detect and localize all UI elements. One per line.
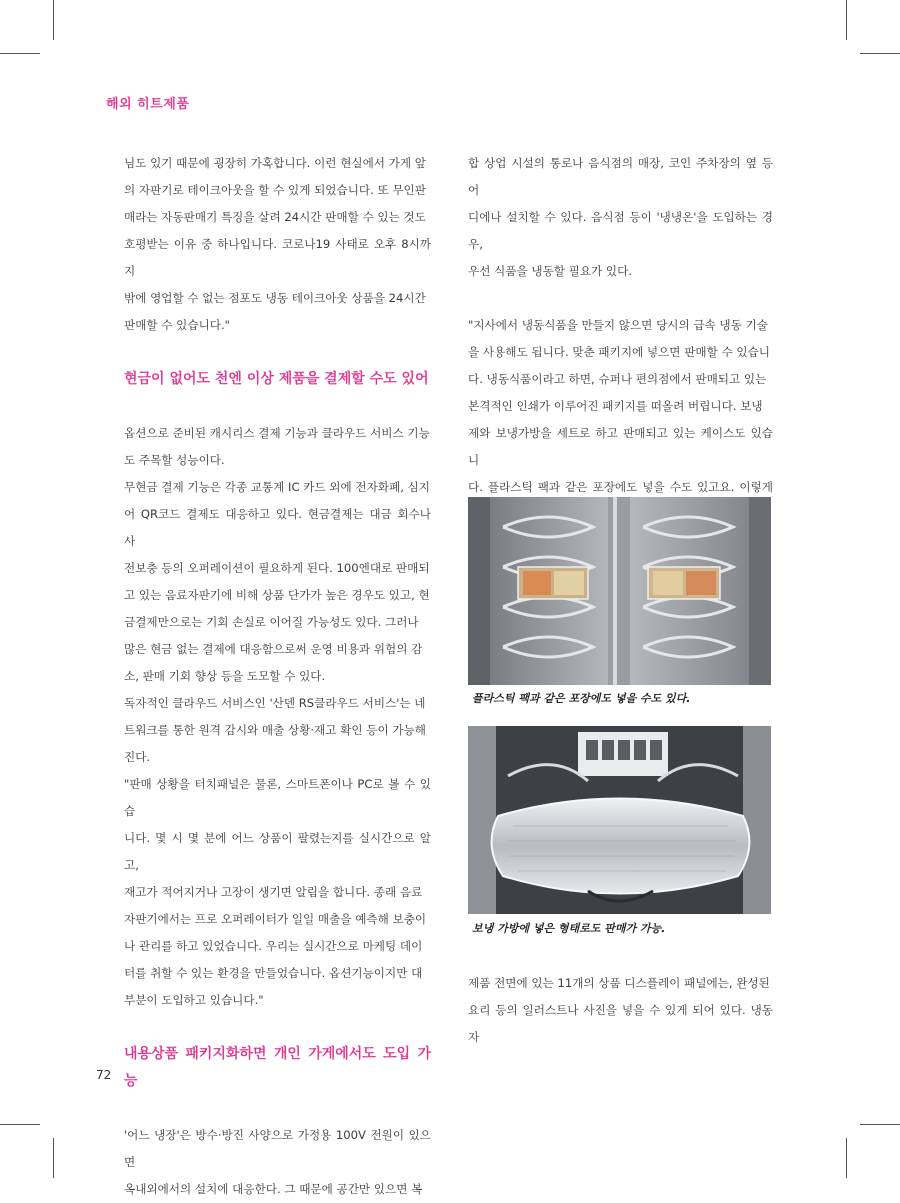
body-line: '어느 냉장'은 방수·방진 사양으로 가정용 100V 전원이 있으면: [124, 1128, 431, 1169]
crop-mark: [53, 0, 54, 40]
section-label: 해외 히트제품: [106, 97, 190, 112]
crop-mark: [846, 0, 847, 40]
body-line: 자판기에서는 프로 오퍼레이터가 일일 매출을 예측해 보충이: [124, 912, 427, 926]
body-line: "판매 상황을 터치패널은 물론, 스마트폰이나 PC로 볼 수 있습: [124, 777, 431, 818]
section-heading: 현금이 없어도 천엔 이상 제품을 결제할 수도 있어: [124, 371, 429, 387]
body-line: "지사에서 냉동식품을 만들지 않으면 당시의 급속 냉동 기술: [468, 318, 768, 332]
body-line: 요리 등의 일러스트나 사진을 넣을 수 있게 되어 있다. 냉동자: [468, 1003, 773, 1044]
body-line: 니다. 몇 시 몇 분에 어느 상품이 팔렸는지를 실시간으로 알고,: [124, 831, 431, 872]
body-line: 고 있는 음료자판기에 비해 상품 단가가 높은 경우도 있고, 현: [124, 588, 430, 602]
body-line: 도 주목할 성능이다.: [124, 453, 225, 467]
body-line: 밖에 영업할 수 없는 점포도 냉동 테이크아웃 상품을 24시간: [124, 291, 426, 305]
photo-cooler-bag: [468, 726, 771, 914]
body-line: 금결제만으로는 기회 손실로 이어질 가능성도 있다. 그러나: [124, 615, 419, 629]
body-line: 재고가 적어지거나 고장이 생기면 알림을 합니다. 종래 음료: [124, 885, 423, 899]
body-line: 전보충 등의 오퍼레이션이 필요하게 된다. 100엔대로 판매되: [124, 561, 430, 575]
body-line: 매라는 자동판매기 특징을 살려 24시간 판매할 수 있는 것도: [124, 210, 426, 224]
body-line: 다. 냉동식품이라고 하면, 슈퍼나 편의점에서 판매되고 있는: [468, 372, 767, 386]
body-line: 진다.: [124, 750, 151, 764]
right-column-bottom: [468, 970, 773, 1051]
body-line: 옵션으로 준비된 캐시리스 결제 기능과 클라우드 서비스 기능: [124, 426, 430, 440]
section-heading: 내용상품 패키지화하면 개인 가게에서도 도입 가능: [124, 1046, 431, 1089]
body-line: 독자적인 클라우드 서비스인 '산덴 RS클라우드 서비스'는 네: [124, 696, 426, 710]
body-line: 어 QR코드 결제도 대응하고 있다. 현금결제는 대금 회수나 사: [124, 507, 431, 548]
photo-caption: 보냉 가방에 넣은 형태로도 판매가 가능.: [472, 922, 666, 935]
body-line: 트워크를 통한 원격 감시와 매출 상황·재고 확인 등이 가능해: [124, 723, 426, 737]
body-line: 나 관리를 하고 있었습니다. 우리는 실시간으로 마케팅 데이: [124, 939, 423, 953]
body-line: 제품 전면에 있는 11개의 상품 디스플레이 패널에는, 완성된: [468, 976, 770, 990]
photo-caption: 플라스틱 팩과 같은 포장에도 넣을 수도 있다.: [472, 692, 691, 705]
crop-mark: [0, 53, 40, 54]
body-line: 의 자판기로 테이크아웃을 할 수 있게 되었습니다. 또 무인판: [124, 183, 426, 197]
body-line: 소, 판매 기회 향상 등을 도모할 수 있다.: [124, 669, 326, 683]
body-line: 호평받는 이유 중 하나입니다. 코로나19 사태로 오후 8시까지: [124, 237, 431, 278]
body-line: 터를 취할 수 있는 환경을 만들었습니다. 옵션기능이지만 대: [124, 966, 423, 980]
body-line: 을 사용해도 됩니다. 맞춘 패키지에 넣으면 판매할 수 있습니: [468, 345, 770, 359]
body-line: 본격적인 인쇄가 이루어진 패키지를 떠올려 버립니다. 보냉: [468, 399, 763, 413]
body-line: 옥내외에서의 설치에 대응한다. 그 때문에 공간만 있으면 복: [124, 1182, 423, 1196]
body-line: 님도 있기 때문에 굉장히 가혹합니다. 이런 현실에서 가게 앞: [124, 156, 426, 170]
body-line: 판매할 수 있습니다.": [124, 318, 230, 332]
crop-mark: [0, 1124, 40, 1125]
body-line: 합 상업 시설의 통로나 음식점의 매장, 코인 주차장의 옆 등 어: [468, 156, 773, 197]
photo-plastic-packs: [468, 497, 771, 685]
body-line: 무현금 결제 기능은 각종 교통계 IC 카드 외에 전자화폐, 심지: [124, 480, 430, 494]
crop-mark: [860, 53, 900, 54]
body-line: 우선 식품을 냉동할 필요가 있다.: [468, 264, 633, 278]
body-line: 부분이 도입하고 있습니다.": [124, 993, 264, 1007]
crop-mark: [53, 1138, 54, 1178]
left-column: [124, 150, 431, 1203]
crop-mark: [860, 1124, 900, 1125]
body-line: 디에나 설치할 수 있다. 음식점 등이 '냉냉온'을 도입하는 경우,: [468, 210, 773, 251]
body-line: 다. 플라스틱 팩과 같은 포장에도 넣을 수도 있고요. 이렇게: [468, 480, 773, 494]
page-number: 72: [96, 1068, 112, 1082]
body-line: 제와 보냉가방을 세트로 하고 판매되고 있는 케이스도 있습니: [468, 426, 773, 467]
body-line: 많은 현금 없는 결제에 대응함으로써 운영 비용과 위험의 감: [124, 642, 423, 656]
crop-mark: [846, 1138, 847, 1178]
